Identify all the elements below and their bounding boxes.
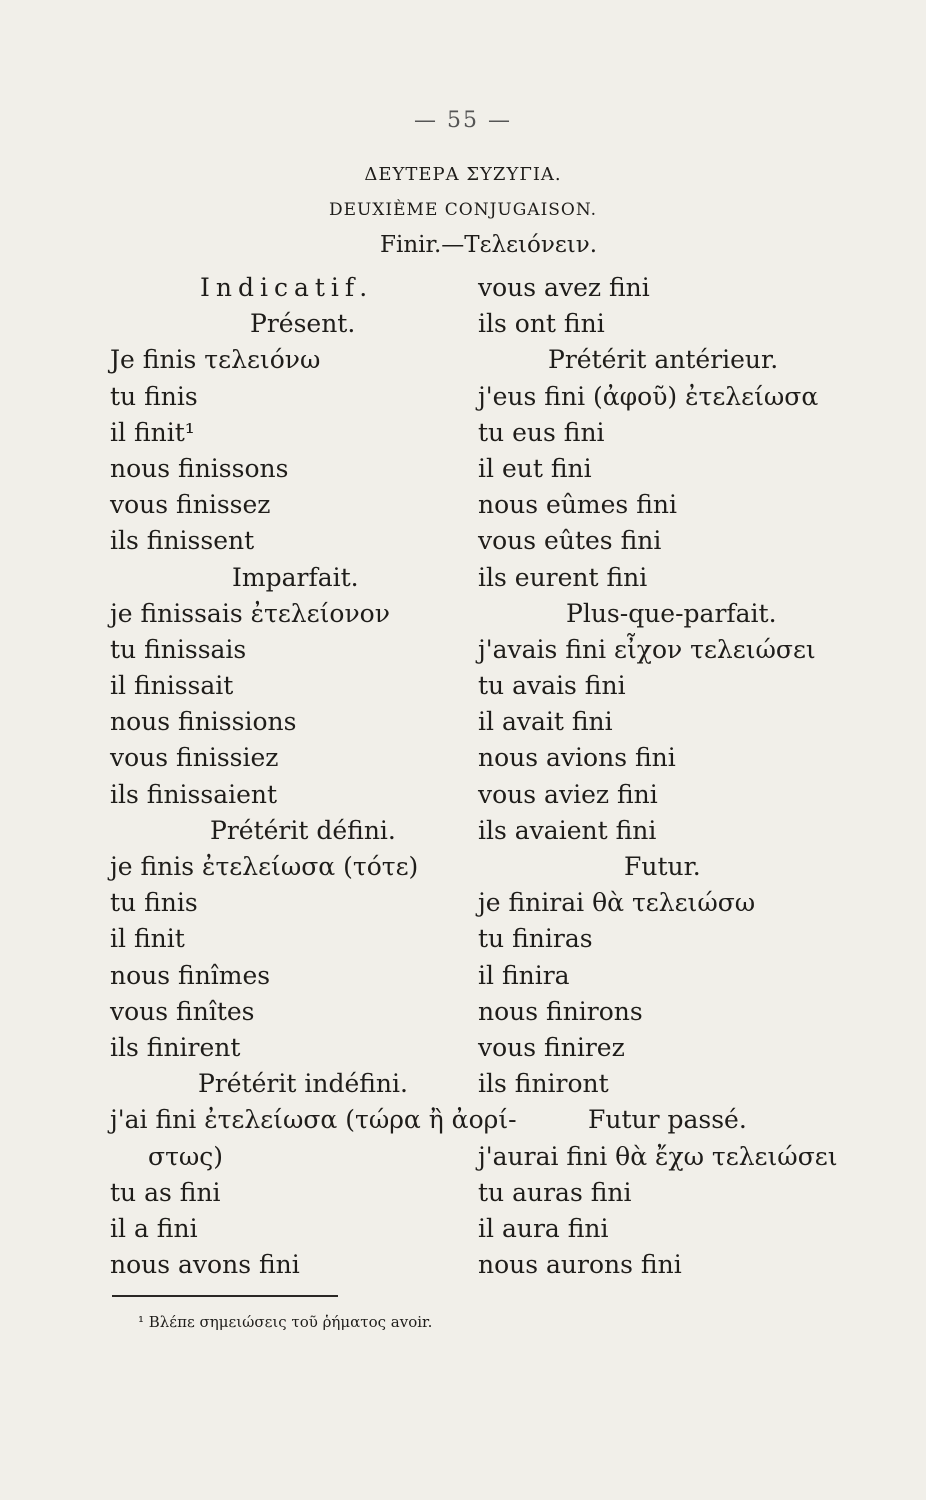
conjugation-line: ils finirent (110, 1032, 241, 1062)
left-column (110, 270, 517, 1283)
conjugation-line: tu as fini (110, 1177, 221, 1207)
conjugation-line: il aura fini (478, 1213, 609, 1243)
conjugation-line: nous finissions (110, 707, 297, 737)
conjugation-line: vous finîtes (110, 996, 255, 1026)
conjugation-line: vous finissiez (110, 743, 279, 773)
conjugation-line: il finira (478, 960, 570, 990)
conjugation-line: j'avais fini εἶχον τελειώσει (478, 634, 816, 664)
conjugation-line: vous finissez (110, 490, 271, 520)
conjugation-line: ils avaient fini (478, 815, 657, 845)
conjugation-line: ils eurent fini (478, 562, 648, 592)
tense-heading: Prétérit indéfini. (198, 1069, 408, 1099)
tense-heading: Futur. (624, 852, 701, 881)
conjugation-line: il avait fini (478, 707, 613, 737)
conjugation-line: Je finis τελειόνω (110, 345, 321, 375)
french-section-title: DEUXIÈME CONJUGAISON. (328, 200, 598, 220)
conjugation-line: tu finis (110, 888, 198, 918)
tense-heading: Prétérit défini. (210, 815, 396, 845)
conjugation-line: tu finis (110, 381, 198, 411)
conjugation-line: tu avais fini (478, 671, 626, 701)
conjugation-line: nous eûmes fini (478, 490, 677, 520)
conjugation-line: nous avons fini (110, 1250, 300, 1280)
conjugation-line: ils finissent (110, 526, 255, 556)
conjugation-line: je finissais ἐτελείονον (110, 598, 390, 628)
tense-heading: Imparfait. (232, 562, 359, 592)
footnote: ¹ Βλέπε σημειώσεις τοῦ ῥήματος avoir. (138, 1313, 433, 1331)
conjugation-line: vous eûtes fini (478, 526, 662, 556)
conjugation-line: tu finissais (110, 634, 247, 664)
conjugation-line: ils finiront (478, 1069, 609, 1099)
conjugation-line: il finissait (110, 671, 234, 701)
page-number: — 55 — (414, 108, 512, 133)
conjugation-line: nous finirons (478, 996, 643, 1026)
conjugation-line: je finirai θὰ τελειώσω (478, 888, 756, 918)
footnote-divider (112, 1295, 338, 1297)
conjugation-line: nous finissons (110, 453, 289, 483)
right-column (478, 270, 838, 1283)
conjugation-line: ils ont fini (478, 309, 605, 339)
greek-section-title: ΔΕΥΤΕΡΑ ΣΥΖΥΓΙΑ. (364, 164, 562, 185)
conjugation-line: il a fini (110, 1213, 198, 1243)
conjugation-line: il finit¹ (110, 417, 195, 447)
conjugation-line: nous avions fini (478, 743, 676, 773)
conjugation-line: vous aviez fini (478, 779, 658, 809)
verb-title: Finir.—Τελειόνειν. (380, 232, 598, 258)
tense-heading: Futur passé. (588, 1105, 747, 1135)
conjugation-line: je finis ἐτελείωσα (τότε) (110, 852, 419, 881)
conjugation-line: j'aurai fini θὰ ἔχω τελειώσει (478, 1141, 838, 1171)
conjugation-line: tu finiras (478, 924, 593, 954)
conjugation-line: tu auras fini (478, 1177, 632, 1207)
conjugation-line: il finit (110, 924, 185, 954)
conjugation-line: tu eus fini (478, 417, 605, 447)
tense-heading: Présent. (250, 309, 356, 339)
conjugation-line: vous finirez (478, 1032, 625, 1062)
conjugation-line: nous finîmes (110, 960, 271, 990)
tense-heading: Plus-que-parfait. (566, 598, 777, 628)
conjugation-line-continuation: στως) (148, 1141, 224, 1171)
conjugation-line: nous aurons fini (478, 1250, 682, 1280)
conjugation-line: j'eus fini (ἀφοῦ) ἐτελείωσα (478, 381, 819, 411)
conjugation-line: il eut fini (478, 453, 592, 483)
conjugation-line: j'ai fini ἐτελείωσα (τώρα ἢ ἀορί- (110, 1105, 517, 1135)
tense-heading: Prétérit antérieur. (548, 345, 779, 375)
conjugation-line: vous avez fini (478, 273, 650, 302)
mood-heading: Indicatif. (200, 273, 374, 302)
conjugation-line: ils finissaient (110, 779, 278, 809)
